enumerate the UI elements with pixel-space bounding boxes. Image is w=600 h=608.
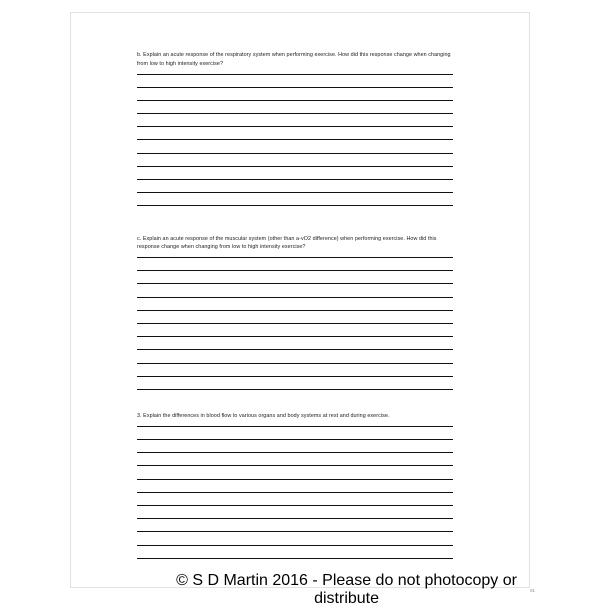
answer-line[interactable]	[137, 531, 453, 532]
answer-line[interactable]	[137, 310, 453, 311]
answer-line[interactable]	[137, 558, 453, 559]
answer-line[interactable]	[137, 283, 453, 284]
section-spacer	[137, 402, 453, 412]
answer-line[interactable]	[137, 139, 453, 140]
question-c-text: c. Explain an acute response of the muscular system (other than a-vO2 difference) when performing exercise. How did this response change when changing from low to high intensity exercise?	[137, 235, 437, 251]
answer-line[interactable]	[137, 113, 453, 114]
answer-line[interactable]	[137, 452, 453, 453]
answer-line[interactable]	[137, 376, 453, 377]
page-footer	[137, 572, 535, 608]
answer-line[interactable]	[137, 297, 453, 298]
worksheet-sheet	[70, 12, 535, 607]
answer-line[interactable]	[137, 257, 453, 258]
question-3	[137, 412, 453, 559]
answer-line[interactable]	[137, 179, 453, 180]
answer-line[interactable]	[137, 518, 453, 519]
answer-line[interactable]	[137, 492, 453, 493]
answer-line[interactable]	[137, 87, 453, 88]
answer-line[interactable]	[137, 100, 453, 101]
answer-line[interactable]	[137, 426, 453, 427]
answer-line[interactable]	[137, 153, 453, 154]
answer-line[interactable]	[137, 126, 453, 127]
answer-line[interactable]	[137, 479, 453, 480]
answer-line[interactable]	[137, 363, 453, 364]
question-c-answer-lines[interactable]	[137, 257, 453, 390]
answer-line[interactable]	[137, 545, 453, 546]
answer-line[interactable]	[137, 166, 453, 167]
answer-line[interactable]	[137, 192, 453, 193]
answer-line[interactable]	[137, 505, 453, 506]
question-c	[137, 235, 453, 390]
footer-copyright: © S D Martin 2016 - Please do not photocopy or distribute	[176, 572, 517, 607]
question-b-text: b. Explain an acute response of the respiratory system when performing exercise. How did this response change when changing from low to high intensity exercise?	[137, 52, 451, 67]
answer-line[interactable]	[137, 465, 453, 466]
answer-line[interactable]	[137, 323, 453, 324]
footer-page-number: 81	[530, 587, 535, 593]
question-3-answer-lines[interactable]	[137, 426, 453, 559]
question-3-text: 3. Explain the differences in blood flow to various organs and body systems at rest and during exercise.	[137, 413, 390, 420]
worksheet-content	[137, 51, 453, 571]
section-spacer	[137, 219, 453, 235]
answer-line[interactable]	[137, 336, 453, 337]
answer-line[interactable]	[137, 389, 453, 390]
answer-line[interactable]	[137, 349, 453, 350]
answer-line[interactable]	[137, 270, 453, 271]
question-b-answer-lines[interactable]	[137, 74, 453, 207]
answer-line[interactable]	[137, 205, 453, 206]
answer-line[interactable]	[137, 74, 453, 75]
question-b	[137, 51, 453, 206]
answer-line[interactable]	[137, 439, 453, 440]
